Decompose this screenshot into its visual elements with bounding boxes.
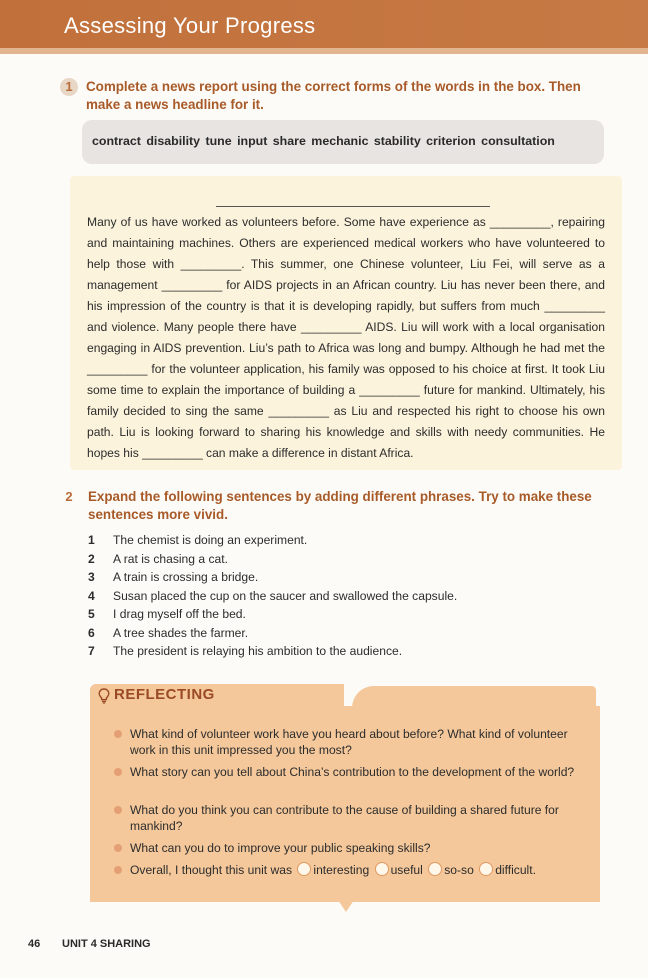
sentence-text: The chemist is doing an experiment. [113,533,308,547]
sentence-number: 4 [88,588,95,603]
reflecting-item-text: What kind of volunteer work have you heard about before? What kind of volunteer work in this unit impressed you the most? [130,727,568,757]
page-title: Assessing Your Progress [64,13,316,38]
lightbulb-icon [98,688,110,704]
sentence-item [88,589,457,608]
sentence-number: 2 [88,551,95,566]
news-report-text: Many of us have worked as volunteers before. Some have experience as _________, repairing and maintaining machines. Others are experienced medical workers who have volunteered to help those with _________. This summer, one Chinese volunteer, Liu Fei, will serve as a management _________ for AIDS projects in an African country. Liu has never been there, and his impression of the country is that it is developing rapidly, but suffers from much _________ and violence. Many people there have _________ AIDS. Liu will work with a local organisation engaging in AIDS prevention. Liu’s path to Africa was long and bumpy. Although he had met the _________ for the volunteer application, his family was opposed to his choice at first. It took Liu some time to explain the importance of building a _________ future for mankind. Ultimately, his family decided to sing the same _________ as Liu and respected his right to choose his own path. Liu is looking forward to sharing his knowledge and skills with needy communities. He hopes his _________ can make a difference in distant Africa. [87,215,605,460]
sentence-text: A rat is chasing a cat. [113,551,228,566]
option-circle-difficult[interactable] [479,862,493,876]
sentence-list [88,533,457,663]
reflecting-list [114,726,594,878]
reflecting-item [114,840,594,862]
option-label-difficult: difficult. [495,863,536,877]
headline-blank[interactable] [216,206,490,207]
sentence-number: 1 [88,533,95,547]
sentence-text: A tree shades the farmer. [113,625,249,640]
bullet-dot [114,768,122,776]
sentence-number: 6 [88,625,95,640]
bullet-dot [114,844,122,852]
word-box-words: contract disability tune input share mechanic stability criterion consultation [92,134,555,148]
sentence-item [88,570,457,589]
sentence-item [88,626,457,645]
reflecting-tab-right [352,686,596,708]
page-number: 46 [28,938,41,950]
header-strip [0,48,648,54]
word-box [82,120,604,164]
bullet-dot [114,806,122,814]
sentence-number: 5 [88,607,95,621]
sentence-text: A train is crossing a bridge. [113,570,259,584]
reflecting-overall [114,862,594,878]
bullet-dot [114,730,122,738]
option-label-so-so: so-so [444,863,474,877]
option-circle-so-so[interactable] [428,862,442,876]
reflecting-item-text: What can you do to improve your public speaking skills? [130,841,431,855]
sentence-item [88,533,457,552]
reflecting-item [114,802,594,840]
bullet-dot [114,866,122,874]
sentence-number: 7 [88,644,95,658]
sentence-item [88,607,457,626]
sentence-text: Susan placed the cup on the saucer and swallowed the capsule. [113,588,458,603]
sentence-number: 3 [88,570,95,584]
question-2-number: 2 [65,489,73,504]
option-circle-useful[interactable] [375,862,389,876]
reflecting-item [114,726,594,764]
question-1-number: 1 [60,78,78,96]
sentence-item [88,552,457,571]
sentence-item [88,644,457,663]
option-label-useful: useful [390,863,423,877]
option-circle-interesting[interactable] [297,862,311,876]
question-1-instruction: Complete a news report using the correct forms of the words in the box. Then make a news headline for it. [86,79,581,112]
sentence-text: The president is relaying his ambition to the audience. [113,644,403,658]
reflecting-title: REFLECTING [114,686,215,703]
sentence-text: I drag myself off the bed. [113,607,246,621]
question-2-instruction: Expand the following sentences by adding different phrases. Try to make these sentences more vivid. [88,489,592,522]
reflecting-item-text: What story can you tell about China’s contribution to the development of the world? [130,765,575,779]
reflecting-item-text: What do you think you can contribute to the cause of building a shared future for mankind? [130,803,559,833]
overall-lead: Overall, I thought this unit was [130,863,293,877]
news-report-panel [70,176,622,470]
reflecting-item [114,764,594,802]
reflecting-notch [338,900,354,912]
unit-label: UNIT 4 SHARING [62,938,151,950]
option-label-interesting: interesting [313,863,370,877]
